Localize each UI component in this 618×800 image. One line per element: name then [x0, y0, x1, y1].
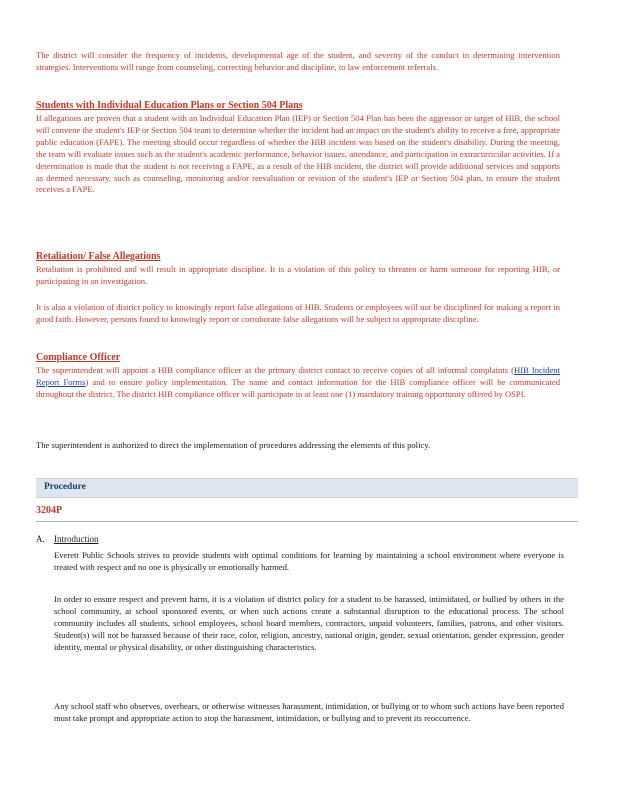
procedure-code: 3204P	[36, 505, 63, 516]
retaliation-heading: Retaliation/ False Allegations	[36, 251, 161, 262]
compliance-paragraph	[36, 365, 560, 401]
intro-paragraph-1: Everett Public Schools strives to provide students with optimal conditions for learning by maintaining a school environment where everyone is treated with respect and no one is physically or emotionally harmed.	[54, 550, 564, 572]
retaliation-paragraph: Retaliation is prohibited and will result in appropriate discipline. It is a violation of this policy to threaten or harm someone for reporting HIB, or participating in an investigation.	[36, 264, 560, 286]
procedure-bar-label: Procedure	[44, 482, 86, 492]
superintendent-paragraph: The superintendent is authorized to direct the implementation of procedures addressing the elements of this policy.	[36, 440, 431, 450]
hib-report-forms-link[interactable]: HIB Incident Report Forms	[36, 365, 560, 387]
procedure-bar	[36, 478, 578, 498]
compliance-heading: Compliance Officer	[36, 352, 121, 363]
intro-paragraph-3: Any school staff who observes, overhears, or otherwise witnesses harassment, intimidation, or bullying or to whom such actions have been reported must take prompt and appropriate action to stop the harassment, intimidation, or bullying and to prevent its reoccurrence.	[54, 701, 564, 723]
compliance-text-b: ) and to ensure policy implementation. The name and contact information for the HIB compliance officer will be communicated throughout the district. The district HIB compliance officer will participate in at least one (1) mandatory training opportunity offered by OSPI.	[36, 376, 560, 399]
intro-paragraph-2: In order to ensure respect and prevent harm, it is a violation of district policy for a student to be harassed, intimidated, or bullied by others in the school community, at school sponsored events, or when such actions create a substantial disruption to the educational process. The school community includes all students, school employees, school board members, contractors, unpaid volunteers, families, patrons, and other visitors. Student(s) will not be harassed because of their race, color, religion, ancestry, national origin, gender, sexual orientation, gender expression, gender identity, mental or physical disability, or other distinguishing characteristics.	[54, 594, 564, 652]
iep-heading: Students with Individual Education Plans or Section 504 Plans	[36, 100, 303, 111]
iep-paragraph: If allegations are proven that a student with an Individual Education Plan (IEP) or Section 504 Plan has been the aggressor or target of HIB, the school will convene the student's IEP or Section 504 team to determine whether the incident had an impact on the student's ability to receive a free, appropriate public education (FAPE). The meeting should occur regardless of whether the HIB incident was based on the student's disability. During the meeting, the team will evaluate issues such as the student's academic performance, behavior issues, attendance, and participation in extracurricular activities. If a determination is made that the student is not receiving a FAPE, as a result of the HIB incident, the district will provide additional services and supports as deemed necessary, such as counseling, monitoring and/or reevaluation or revision of the student's IEP or Section 504 plan, to ensure the student receives a FAPE.	[36, 113, 560, 195]
intervention-paragraph: The district will consider the frequency of incidents, developmental age of the student, and severity of the conduct in determining intervention strategies. Interventions will range from counseling, correcting behavior and discipline, to law enforcement referrals.	[36, 50, 560, 72]
introduction-heading	[36, 534, 99, 544]
divider	[36, 521, 578, 522]
section-number: A.	[36, 534, 45, 544]
false-allegations-paragraph: It is also a violation of district policy to knowingly report false allegations of HIB. Students or employees will not be disciplined for making a report in good faith. However, persons found to knowingly report or corroborate false allegations will be subject to appropriate discipline.	[36, 302, 560, 324]
section-label: Introduction	[54, 534, 99, 544]
compliance-text-a: The superintendent will appoint a HIB compliance officer as the primary district contact to receive copies of all informal complaints (	[36, 365, 514, 375]
